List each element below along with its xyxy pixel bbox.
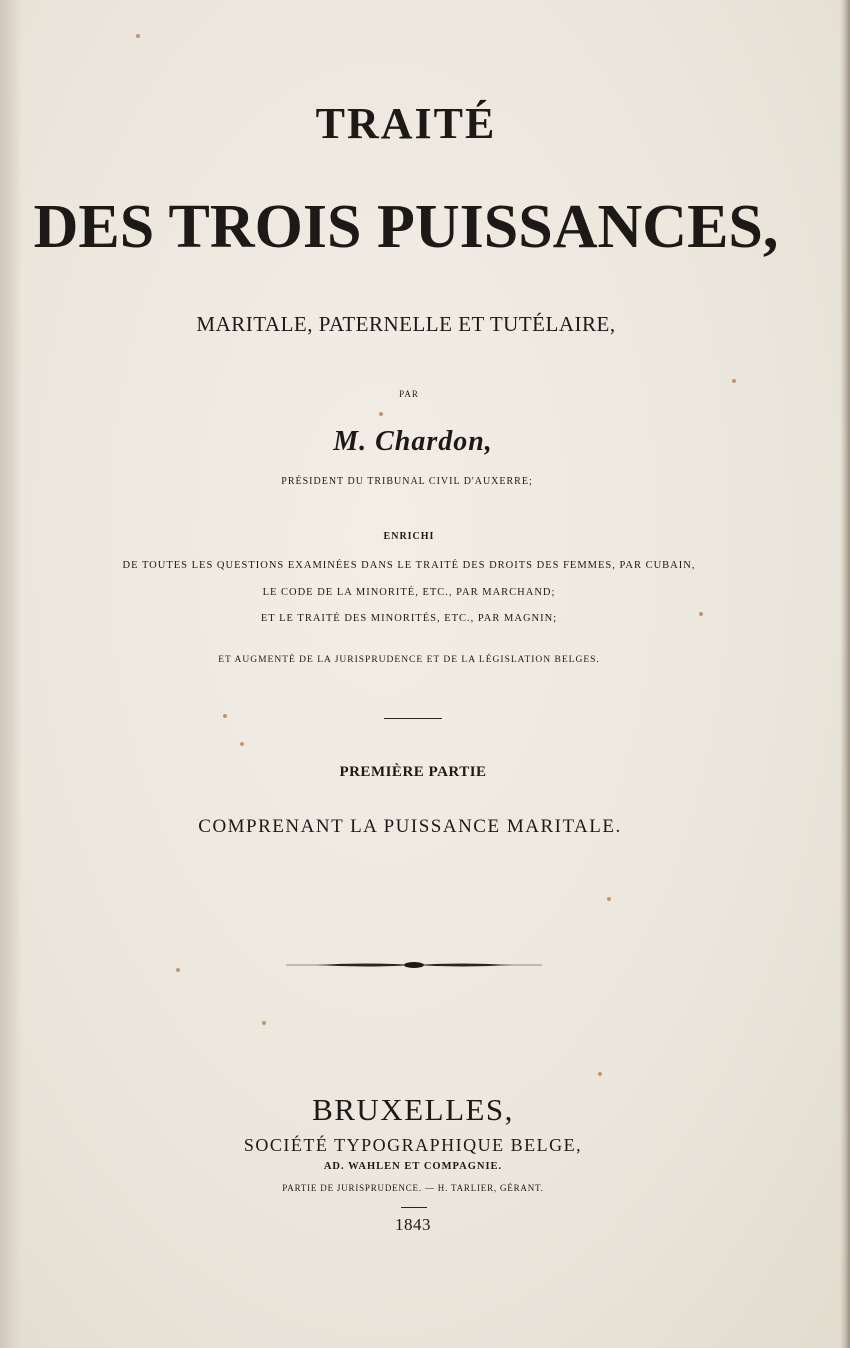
enrichi-line: ET LE TRAITÉ DES MINORITÉS, ETC., PAR MAGNIN; — [260, 613, 558, 624]
foxing-spot — [598, 1072, 602, 1076]
divider-rule — [384, 718, 442, 719]
enrichi-heading: ENRICHI — [383, 531, 435, 542]
foxing-spot — [136, 34, 140, 38]
year-rule — [401, 1207, 427, 1208]
foxing-spot — [379, 412, 383, 416]
foxing-spot — [262, 1021, 266, 1025]
foxing-spot — [699, 612, 703, 616]
foxing-spot — [176, 968, 180, 972]
ornamental-rule — [286, 958, 542, 972]
augmente-line: ET AUGMENTÉ DE LA JURISPRUDENCE ET DE LA LÉGISLATION BELGES. — [218, 655, 600, 665]
foxing-spot — [240, 742, 244, 746]
foxing-spot — [223, 714, 227, 718]
publisher-name: SOCIÉTÉ TYPOGRAPHIQUE BELGE, — [243, 1135, 583, 1155]
book-subtitle: MARITALE, PATERNELLE ET TUTÉLAIRE, — [196, 312, 616, 336]
book-title: TRAITÉ — [315, 99, 497, 148]
part-heading: PREMIÈRE PARTIE — [339, 764, 487, 780]
enrichi-line: LE CODE DE LA MINORITÉ, ETC., PAR MARCHAND; — [262, 587, 556, 598]
publisher-company: AD. WAHLEN ET COMPAGNIE. — [323, 1161, 503, 1172]
foxing-spot — [607, 897, 611, 901]
enrichi-line: DE TOUTES LES QUESTIONS EXAMINÉES DANS LE TRAITÉ DES DROITS DES FEMMES, PAR CUBAIN, — [122, 560, 696, 571]
author-name: M. Chardon, — [333, 426, 493, 457]
by-label: PAR — [399, 389, 419, 399]
publication-year: 1843 — [395, 1215, 431, 1234]
page-edge-shadow — [840, 0, 850, 1348]
publication-city: BRUXELLES, — [312, 1092, 514, 1127]
part-description: COMPRENANT LA PUISSANCE MARITALE. — [198, 816, 622, 837]
publisher-department: PARTIE DE JURISPRUDENCE. — H. TARLIER, GÉRANT. — [282, 1183, 544, 1193]
author-role: PRÉSIDENT DU TRIBUNAL CIVIL D'AUXERRE; — [281, 476, 533, 487]
book-main-title: DES TROIS PUISSANCES, — [33, 193, 779, 261]
foxing-spot — [732, 379, 736, 383]
